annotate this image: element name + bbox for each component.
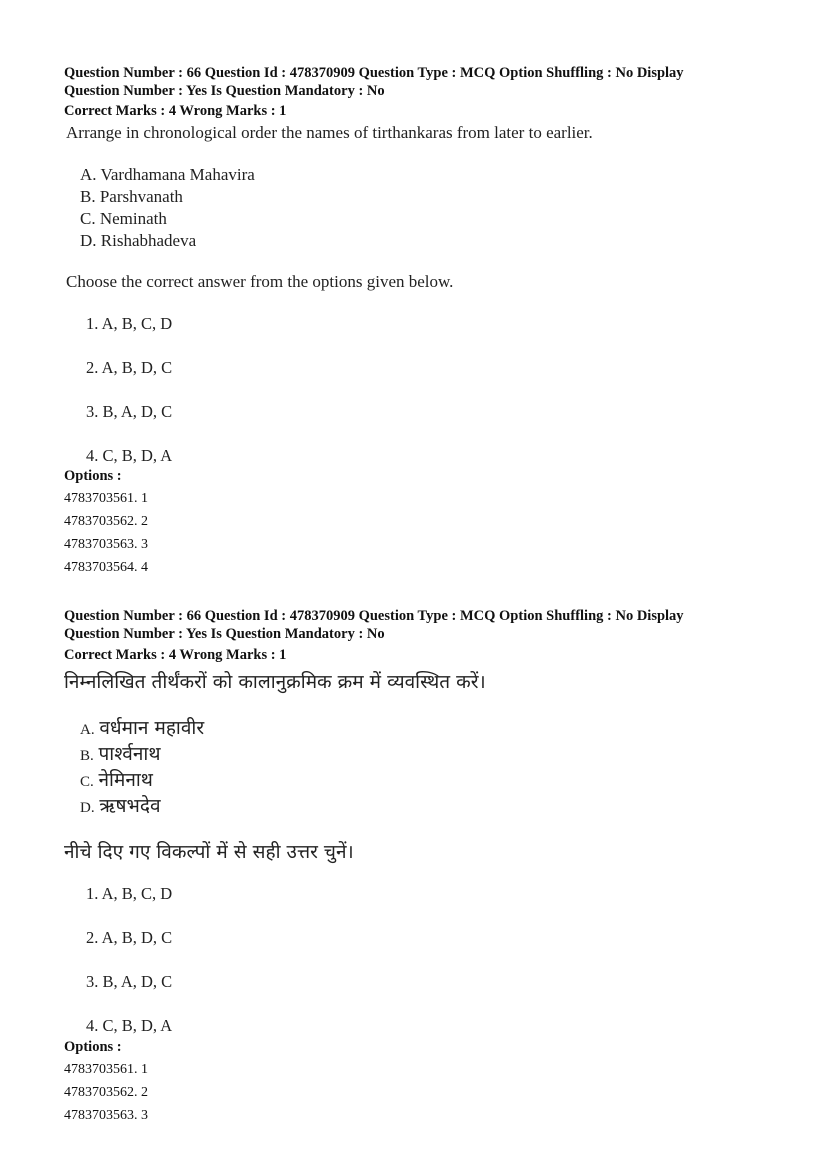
list-item: B. Parshvanath [80,187,183,206]
list-item-letter: A. [80,722,95,738]
option-id-row: 4783703561. 1 [64,491,148,506]
list-item: D. Rishabhadeva [80,231,197,250]
question-meta-line-1: Question Number : 66 Question Id : 478370909 Question Type : MCQ Option Shuffling : No Display [64,65,684,81]
list-item: C. Neminath [80,209,167,228]
list-item-letter: B. [80,748,94,764]
answer-choice: 3. B, A, D, C [86,402,173,421]
list-item [80,742,160,768]
answer-choice: 2. A, B, D, C [86,928,173,947]
options-label: Options : [64,468,122,484]
list-item: A. Vardhamana Mahavira [80,165,255,184]
option-id-row: 4783703562. 2 [64,1085,148,1100]
answer-choice: 3. B, A, D, C [86,972,173,991]
option-id-row: 4783703562. 2 [64,514,148,529]
answer-choice: 2. A, B, D, C [86,358,173,377]
option-id-row: 4783703564. 4 [64,560,148,575]
list-item-letter: D. [80,800,95,816]
answer-choice: 4. C, B, D, A [86,1016,173,1035]
list-item-text: ऋषभदेव [99,795,161,817]
answer-choice: 1. A, B, C, D [86,314,173,333]
option-id-row: 4783703561. 1 [64,1062,148,1077]
instruction-text: नीचे दिए गए विकल्पों में से सही उत्तर चुनें। [64,841,354,863]
question-meta-line-2: Question Number : Yes Is Question Mandatory : No [64,83,385,99]
marks-line: Correct Marks : 4 Wrong Marks : 1 [64,647,287,663]
list-item-text: वर्धमान महावीर [99,717,205,739]
list-item [80,794,161,820]
question-meta-line-1: Question Number : 66 Question Id : 478370909 Question Type : MCQ Option Shuffling : No Display [64,608,684,624]
list-item-text: नेमिनाथ [98,769,153,791]
list-item-letter: C. [80,774,94,790]
answer-choice: 4. C, B, D, A [86,446,173,465]
question-text: Arrange in chronological order the names of tirthankaras from later to earlier. [66,123,593,142]
marks-line: Correct Marks : 4 Wrong Marks : 1 [64,103,287,119]
question-meta-line-2: Question Number : Yes Is Question Mandatory : No [64,626,385,642]
question-text: निम्नलिखित तीर्थंकरों को कालानुक्रमिक क्रम में व्यवस्थित करें। [64,671,486,693]
instruction-text: Choose the correct answer from the options given below. [66,272,454,291]
option-id-row: 4783703563. 3 [64,537,148,552]
options-label: Options : [64,1039,122,1055]
list-item [80,768,153,794]
list-item [80,716,204,742]
list-item-text: पार्श्वनाथ [98,743,161,765]
answer-choice: 1. A, B, C, D [86,884,173,903]
option-id-row: 4783703563. 3 [64,1108,148,1123]
